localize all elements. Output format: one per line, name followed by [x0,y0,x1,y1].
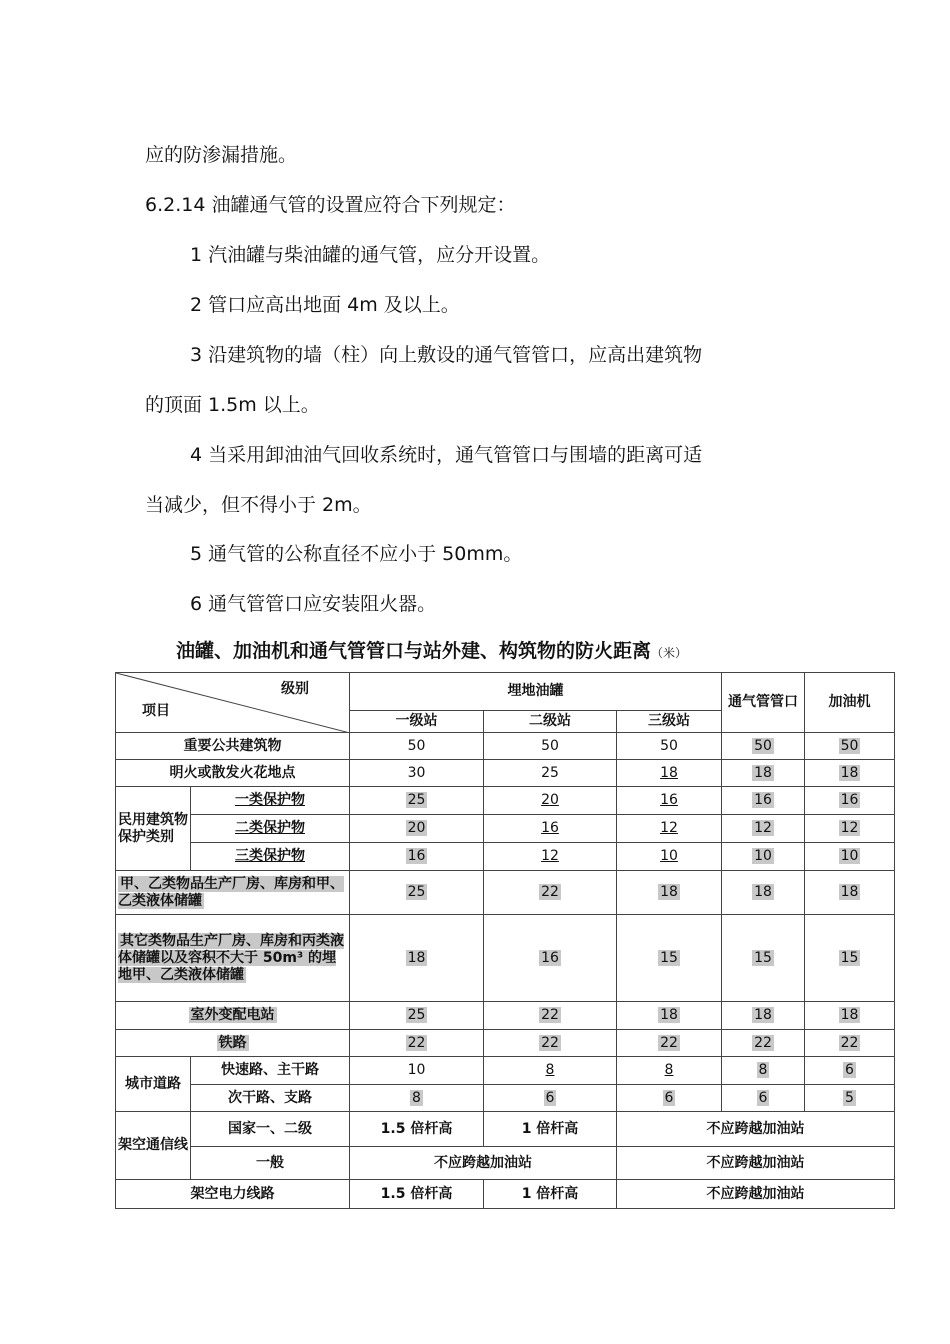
cell: 50 [840,737,859,754]
cell: 18 [840,884,859,900]
cell: 不应跨越加油站 [617,1180,895,1209]
cell: 不应跨越加油站 [617,1112,895,1147]
cell: 50 [484,733,617,760]
cell: 不应跨越加油站 [350,1147,617,1180]
cell: 50 [350,733,484,760]
table-row [116,1180,895,1209]
row-label: 次干路、支路 [191,1085,350,1112]
table-row [116,815,895,843]
cell: 50 [754,737,772,754]
cell: 18 [840,1007,859,1023]
cell: 30 [350,760,484,787]
header-diagonal-cell [116,673,350,733]
clause-heading: 6.2.14 油罐通气管的设置应符合下列规定： [145,194,516,216]
cell: 12 [541,848,559,864]
header-dispenser: 加油机 [805,673,895,733]
cell: 不应跨越加油站 [617,1147,895,1180]
table-title-text: 油罐、加油机和通气管管口与站外建、构筑物的防火距离 [176,640,652,662]
cell: 10 [754,848,772,864]
cell: 10 [660,848,678,864]
cell: 20 [407,820,426,836]
cell: 18 [407,949,426,966]
cell: 18 [754,884,772,900]
paragraph: 应的防渗漏措施。 [145,144,298,166]
cell: 5 [845,1089,854,1106]
cell: 1.5 倍杆高 [350,1112,484,1147]
cell: 16 [407,848,426,864]
row-label: 甲、乙类物品生产厂房、库房和甲、乙类液体储罐 [118,875,344,909]
table-row [116,1002,895,1030]
cell: 8 [758,1062,768,1078]
cell: 18 [660,884,678,900]
paragraph: 的顶面 1.5m 以上。 [145,394,320,416]
row-label: 铁路 [218,1034,247,1051]
cell: 25 [484,760,617,787]
cell: 20 [541,792,559,808]
cell: 10 [840,848,859,864]
row-label: 二类保护物 [235,820,305,836]
cell: 6 [545,1089,555,1106]
row-label: 三类保护物 [235,848,305,864]
cell: 18 [840,764,859,781]
cell: 1 倍杆高 [484,1112,617,1147]
cell: 16 [541,820,559,836]
cell: 22 [754,1034,772,1051]
cell: 8 [412,1089,421,1106]
clause-item: 6 通气管管口应安装阻火器。 [190,593,437,615]
cell: 22 [840,1034,859,1051]
cell: 18 [660,764,678,781]
cell: 16 [754,792,772,808]
row-label: 国家一、二级 [191,1112,350,1147]
cell: 16 [660,792,678,808]
cell: 50 [617,733,722,760]
header-grade2: 二级站 [484,711,617,733]
cell: 25 [407,792,426,808]
header-buried-tank: 埋地油罐 [350,673,722,711]
cell: 6 [758,1089,768,1106]
clause-item: 2 管口应高出地面 4m 及以上。 [190,294,460,316]
cell: 18 [754,764,772,781]
header-vent: 通气管管口 [722,673,805,733]
cell: 18 [660,1007,678,1023]
cell: 22 [541,884,559,900]
cell: 25 [407,1007,426,1023]
table-row [116,915,895,1002]
cell: 22 [407,1034,426,1051]
cell: 15 [660,949,678,966]
cell: 25 [407,884,426,900]
group-civil: 民用建筑物保护类别 [116,787,191,871]
row-label: 一般 [191,1147,350,1180]
cell: 12 [660,820,678,836]
cell: 1.5 倍杆高 [350,1180,484,1209]
table-row [116,787,895,815]
clause-item: 1 汽油罐与柴油罐的通气管，应分开设置。 [190,244,551,266]
clause-item: 5 通气管的公称直径不应小于 50mm。 [190,543,523,565]
table-row [116,1112,895,1147]
table-row [116,1147,895,1180]
fire-distance-table [115,672,895,1209]
cell: 15 [754,949,772,966]
table-row [116,871,895,915]
row-label: 快速路、主干路 [191,1057,350,1085]
cell: 12 [754,820,772,836]
table-row [116,843,895,871]
group-road: 城市道路 [116,1057,191,1112]
row-label: 明火或散发火花地点 [116,760,350,787]
table-row [116,760,895,787]
cell: 12 [840,820,859,836]
table-row [116,1030,895,1057]
header-level: 级别 [281,681,309,697]
table-row [116,1085,895,1112]
table-row [116,733,895,760]
row-label: 室外变配电站 [190,1007,275,1023]
cell: 22 [660,1034,678,1051]
table-unit: （米） [651,646,688,660]
cell: 18 [754,1007,772,1023]
cell: 1 倍杆高 [484,1180,617,1209]
cell: 10 [350,1057,484,1085]
cell: 6 [664,1089,674,1106]
group-telecom: 架空通信线 [116,1112,191,1180]
row-label: 重要公共建筑物 [116,733,350,760]
cell: 8 [545,1062,555,1078]
cell: 16 [840,792,859,808]
cell: 8 [664,1062,674,1078]
cell: 15 [840,949,859,966]
cell: 6 [845,1062,854,1078]
row-label: 架空电力线路 [116,1180,350,1209]
clause-item: 4 当采用卸油油气回收系统时，通气管管口与围墙的距离可适 [190,444,703,466]
header-grade3: 三级站 [617,711,722,733]
cell: 16 [541,949,559,966]
row-label: 一类保护物 [235,792,305,808]
header-item: 项目 [142,703,170,719]
row-label: 其它类物品生产厂房、库房和丙类液体储罐以及容积不大于 50m³ 的埋地甲、乙类液体储罐 [118,932,344,983]
clause-item: 3 沿建筑物的墙（柱）向上敷设的通气管管口，应高出建筑物 [190,344,703,366]
table-row [116,1057,895,1085]
paragraph: 当减少，但不得小于 2m。 [145,494,372,516]
cell: 22 [541,1034,559,1051]
table-title [176,636,687,663]
cell: 22 [541,1007,559,1023]
header-grade1: 一级站 [350,711,484,733]
